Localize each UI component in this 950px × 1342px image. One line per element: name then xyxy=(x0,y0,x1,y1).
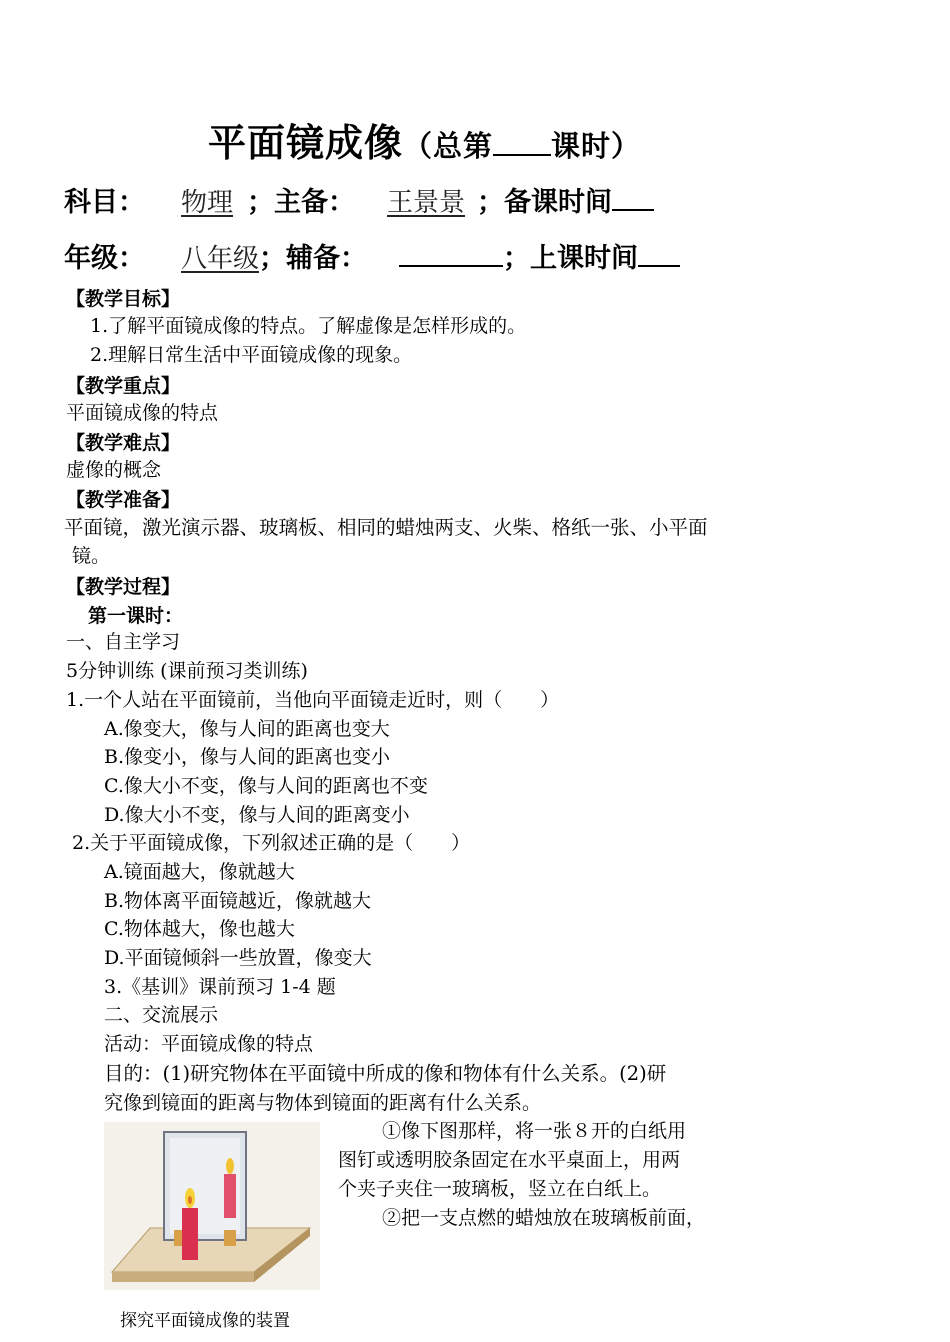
part1-heading: 一、自主学习 xyxy=(66,631,181,653)
step1-line-2: 图钉或透明胶条固定在水平桌面上，用两 xyxy=(338,1149,681,1171)
page-title xyxy=(208,112,641,167)
section-prep: 【教学准备】 xyxy=(66,489,181,511)
assist-label: ；辅备： xyxy=(259,243,368,274)
title-sub-close: 课时） xyxy=(551,129,642,163)
image-candle xyxy=(224,1174,236,1218)
part2-heading: 二、交流展示 xyxy=(104,1004,219,1026)
prep-time-label: ；备课时间 xyxy=(477,187,613,218)
section-process: 【教学过程】 xyxy=(66,576,181,598)
q1-option-c: C.像大小不变，像与人间的距离也不变 xyxy=(104,775,428,797)
question-1: 1.一个人站在平面镜前，当他向平面镜走近时，则（ ） xyxy=(66,689,560,711)
q2-option-d: D.平面镜倾斜一些放置，像变大 xyxy=(104,947,372,969)
prep-text-1: 平面镜，激光演示器、玻璃板、相同的蜡烛两支、火柴、格纸一张、小平面 xyxy=(64,516,708,539)
step1-line-3: 个夹子夹住一玻璃板，竖立在白纸上。 xyxy=(338,1178,662,1200)
section-key: 【教学重点】 xyxy=(66,375,181,397)
prep-text-2: 镜。 xyxy=(72,545,111,567)
q2-option-c: C.物体越大，像也越大 xyxy=(104,918,295,940)
title-sub-open: （总第 xyxy=(403,129,494,163)
figure-caption: 探究平面镜成像的装置 xyxy=(120,1311,290,1331)
key-text: 平面镜成像的特点 xyxy=(66,402,219,424)
goal-1: 1.了解平面镜成像的特点。了解虚像是怎样形成的。 xyxy=(90,315,527,337)
prep-time-blank xyxy=(612,185,654,211)
real-flame-core xyxy=(188,1196,192,1204)
main-prep-value: 王景景 xyxy=(387,188,466,218)
table-edge xyxy=(112,1272,254,1282)
class-time-label: ；上课时间 xyxy=(503,243,639,274)
goal-2: 2.理解日常生活中平面镜成像的现象。 xyxy=(90,344,413,366)
difficult-text: 虚像的概念 xyxy=(66,459,162,481)
question-3: 3.《基训》课前预习 1-4 题 xyxy=(104,976,336,998)
q2-option-a: A.镜面越大，像就越大 xyxy=(104,861,295,883)
image-flame xyxy=(226,1158,234,1174)
training-heading: 5分钟训练 (课前预习类训练) xyxy=(66,660,308,682)
main-prep-label: ；主备： xyxy=(247,187,356,218)
title-main: 平面镜成像 xyxy=(208,120,404,165)
lesson-number-blank xyxy=(493,130,551,156)
subject-label: 科目： xyxy=(64,187,145,218)
q1-option-b: B.像变小，像与人间的距离也变小 xyxy=(104,746,391,768)
grade-value: 八年级 xyxy=(181,244,260,274)
section-goals: 【教学目标】 xyxy=(66,288,181,310)
candle-mirror-illustration xyxy=(104,1122,320,1290)
lesson-1-label: 第一课时： xyxy=(88,605,184,627)
purpose-line-1: 目的：(1)研究物体在平面镜中所成的像和物体有什么关系。(2)研 xyxy=(104,1062,667,1085)
section-difficult: 【教学难点】 xyxy=(66,432,181,454)
clip-right xyxy=(224,1230,236,1246)
purpose-line-2: 究像到镜面的距离与物体到镜面的距离有什么关系。 xyxy=(104,1092,542,1114)
header-row-1 xyxy=(64,180,654,219)
activity-heading: 活动：平面镜成像的特点 xyxy=(104,1033,314,1055)
q2-option-b: B.物体离平面镜越近，像就越大 xyxy=(104,890,372,912)
grade-label: 年级： xyxy=(64,243,145,274)
real-candle xyxy=(182,1208,198,1260)
class-time-blank xyxy=(638,241,680,267)
step2-line-1: ②把一支点燃的蜡烛放在玻璃板前面， xyxy=(382,1207,706,1229)
question-2: 2.关于平面镜成像，下列叙述正确的是（ ） xyxy=(72,832,471,854)
subject-value: 物理 xyxy=(181,188,234,218)
experiment-figure xyxy=(104,1122,320,1290)
step1-line-1: ①像下图那样，将一张８开的白纸用 xyxy=(382,1120,687,1142)
q1-option-a: A.像变大，像与人间的距离也变大 xyxy=(104,718,390,740)
header-row-2 xyxy=(64,236,680,275)
q1-option-d: D.像大小不变，像与人间的距离变小 xyxy=(104,804,410,826)
assist-blank xyxy=(399,241,503,267)
